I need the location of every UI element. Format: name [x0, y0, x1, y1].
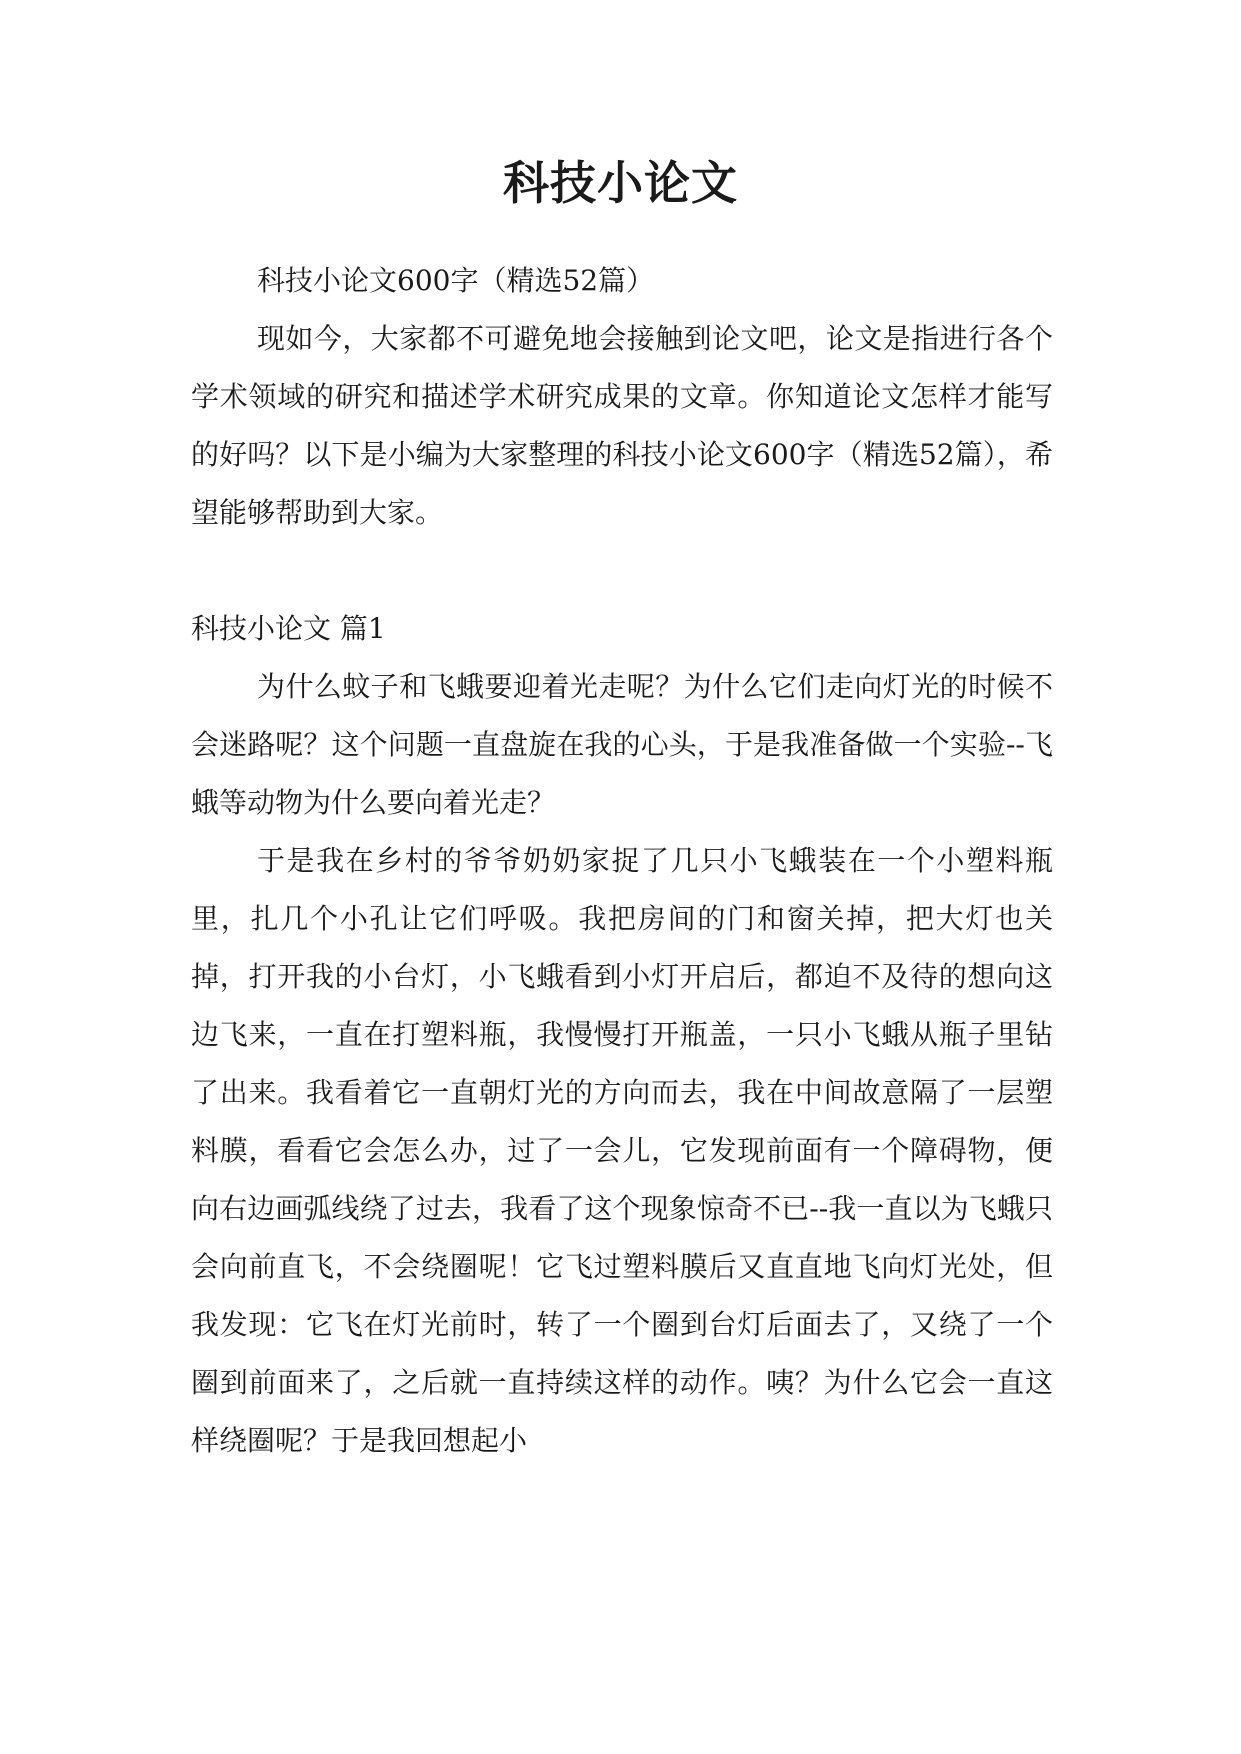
body-paragraph-1: 为什么蚊子和飞蛾要迎着光走呢？为什么它们走向灯光的时候不会迷路呢？这个问题一直盘旋在我的心头，于是我准备做一个实验--飞蛾等动物为什么要向着光走？	[191, 670, 1053, 819]
section-heading: 科技小论文 篇1	[191, 612, 386, 645]
document-body	[191, 252, 1053, 1470]
document-subtitle: 科技小论文600字（精选52篇）	[257, 264, 655, 297]
document-title: 科技小论文	[503, 156, 738, 210]
intro-paragraph: 现如今，大家都不可避免地会接触到论文吧，论文是指进行各个学术领域的研究和描述学术研究成果的文章。你知道论文怎样才能写的好吗？以下是小编为大家整理的科技小论文600字（精选52篇），希望能够帮助到大家。	[191, 322, 1053, 529]
body-paragraph-2: 于是我在乡村的爷爷奶奶家捉了几只小飞蛾装在一个小塑料瓶里，扎几个小孔让它们呼吸。我把房间的门和窗关掉，把大灯也关掉，打开我的小台灯，小飞蛾看到小灯开启后，都迫不及待的想向这边飞来，一直在打塑料瓶，我慢慢打开瓶盖，一只小飞蛾从瓶子里钻了出来。我看着它一直朝灯光的方向而去，我在中间故意隔了一层塑料膜，看看它会怎么办，过了一会儿，它发现前面有一个障碍物，便向右边画弧线绕了过去，我看了这个现象惊奇不已--我一直以为飞蛾只会向前直飞，不会绕圈呢！它飞过塑料膜后又直直地飞向灯光处，但我发现：它飞在灯光前时，转了一个圈到台灯后面去了，又绕了一个圈到前面来了，之后就一直持续这样的动作。咦？为什么它会一直这样绕圈呢？于是我回想起小	[191, 844, 1053, 1457]
